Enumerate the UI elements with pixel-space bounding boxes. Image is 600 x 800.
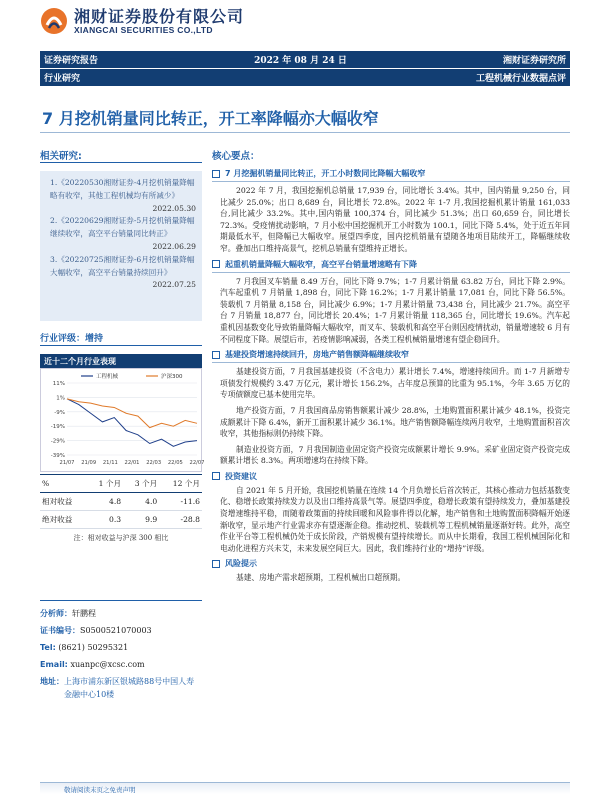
section-paragraph: 2022 年 7 月，我国挖掘机总销量 17,939 台，同比增长 3.4%。其中，国内销量 9,250 台，同比减少 25.0%；出口 8,689 台，同比增长 72.8%。2022 年 1-7 月,我国挖掘机累计销量 161,033 台,同比减少 33.2%。其中,国内销量 100,374 台，同比减少 51.3%；出口 60,659 台，同比增长 72.3%。受疫情扰动影响，7 月小松中国挖掘机开工小时数为 100.1，同比下降 5.4%，处于近五年同期最低水平，但降幅已大幅收窄。展望四季度，国内挖机销量有望随各地项目陆续开工，降幅继续收窄。叠加出口维持高景气，挖机总销量有望维持正增长。: [220, 186, 570, 253]
section-heading-text: 7 月挖掘机销量同比转正，开工小时数同比降幅大幅收窄: [225, 169, 426, 178]
performance-note: 注：相对收益与沪深 300 相比: [73, 534, 169, 542]
row-label: 绝对收益: [40, 511, 87, 529]
key-points-label: 核心要点：: [212, 151, 260, 162]
email-label: Email:: [40, 660, 68, 669]
section-paragraph: 基建、房地产需求超预期，工程机械出口超预期。: [236, 573, 406, 583]
table-cell: 4.8: [87, 493, 123, 511]
chart-x-tick-label: 21/09: [81, 460, 97, 466]
table-row: [40, 511, 202, 529]
company-logo: [40, 6, 260, 36]
checkbox-icon: [212, 472, 220, 480]
table-header-cell: %: [40, 475, 87, 493]
table-cell: -28.8: [159, 511, 202, 529]
chart-x-tick-label: 22/07: [189, 460, 205, 466]
email-link[interactable]: xuanpc@xcsc.com: [70, 660, 145, 669]
table-cell: -11.6: [159, 493, 202, 511]
related-research-label: 相关研究:: [40, 148, 202, 163]
performance-table: [40, 474, 202, 543]
performance-chart-svg: [41, 369, 205, 471]
chart-y-tick-label: -9%: [54, 409, 65, 416]
related-research-list: [40, 171, 202, 321]
institute: 湘财证券研究所: [502, 56, 566, 66]
section-paragraph: 基建投资方面，7 月我国基建投资（不含电力）累计增长 7.4%，增速持续回升。而 1-7 月新增专项债发行规模约 3.47 万亿元，累计增长 156.2%，占年度总预算的比重为 95.1%，今年 3.65 万亿的专项债额度已基本使用完毕。: [220, 367, 570, 400]
section-heading-text: 风险提示: [225, 559, 257, 569]
sidebar: [40, 148, 205, 543]
section-heading: [212, 168, 570, 182]
chart-y-tick-label: 11%: [52, 381, 65, 387]
table-header-row: [40, 475, 202, 493]
section-paragraph: 制造业投资方面，7 月我国制造业固定资产投资完成额累计增长 9.9%。采矿业固定资产投资完成额累计增长 8.3%。两项增速均在持续下降。: [220, 444, 570, 466]
main-content: [212, 148, 570, 588]
chart-y-tick-label: -39%: [50, 453, 65, 459]
section-heading: [212, 259, 570, 273]
header-bar-top: [40, 51, 570, 68]
cert-number: S0500521070003: [80, 626, 152, 635]
chart-x-tick-label: 22/03: [146, 460, 162, 466]
report-type: 证券研究报告: [44, 56, 99, 66]
category: 行业研究: [44, 74, 81, 84]
table-row: [40, 493, 202, 511]
section-heading: [212, 349, 570, 363]
analyst-name: 轩鹏程: [72, 609, 96, 618]
tel-number: (8621) 50295321: [58, 643, 129, 652]
section-paragraph: 自 2021 年 5 月开始，我国挖机销量在连续 14 个月负增长后首次转正，其核心推动力包括基数变化、稳增长政策持续发力以及出口维持高景气等。展望四季度，稳增长政策有望持续发力，叠加基建投资增速维持平稳，而随着政策面的持续回暖和风险事件得以化解，地产销售和土地购置面积降幅开始逐渐收窄，显示地产行业需求亦有望逐渐企稳。推动挖机、装载机等工程机械销量逐渐好转。此外，高空作业平台等工程机械仍处于成长阶段，产销规模有望持续增长。而从中长期看，我国工程机械国际化和电动化进程方兴未艾，未来发展空间巨大。因此，我们维持行业的“增持”评级。: [220, 485, 570, 553]
subcategory: 工程机械行业数据点评: [475, 74, 566, 84]
table-header-cell: 1 个月: [87, 475, 123, 493]
research-item[interactable]: 2.《20220629湘财证券-5月挖机销量降幅继续收窄，高空平台销量同比转正》: [50, 216, 195, 239]
chart-x-tick-label: 21/11: [102, 460, 118, 466]
header-bar-bottom: [40, 69, 570, 86]
title-divider: [40, 132, 570, 133]
chart-y-tick-label: -19%: [50, 424, 65, 431]
section-heading: [212, 558, 570, 569]
section-heading-text: 投资建议: [225, 471, 257, 481]
row-label: 相对收益: [40, 493, 87, 511]
section-heading: [212, 471, 570, 482]
report-date: 2022 年 08 月 24 日: [254, 56, 347, 66]
table-header-cell: 3 个月: [123, 475, 159, 493]
section-paragraph: 地产投资方面，7 月我国商品房销售额累计减少 28.8%，土地购置面积累计减少 48.1%，投资完成额累计下降 6.4%，新开工面积累计减少 36.1%。地产销售额降幅连续两月收窄，土地购置面积首次收窄，其他指标则仍持续下降。: [220, 405, 570, 439]
checkbox-icon: [212, 560, 220, 568]
tel-label: Tel:: [40, 643, 56, 652]
chart-legend-label: 工程机械: [96, 374, 119, 380]
research-date: 2022.07.25: [152, 280, 196, 290]
chart-x-tick-label: 21/07: [59, 460, 75, 466]
cert-label: 证书编号：: [40, 626, 80, 635]
research-item[interactable]: 1.《20220530湘财证券-4月挖机销量降幅略有收窄，其他工程机械均有所减少》: [50, 178, 195, 200]
industry-rating: 行业评级：增持: [40, 331, 202, 346]
checkbox-icon: [212, 260, 220, 268]
footer-disclaimer: 敬请阅读末页之免责声明: [40, 782, 570, 794]
research-item[interactable]: 3.《20220725湘财证券-6月挖机销量降幅大幅收窄，高空平台销量持续回升》: [50, 254, 195, 277]
research-date: 2022.06.29: [152, 241, 196, 251]
analyst-info: [40, 600, 202, 701]
chart-y-tick-label: -29%: [50, 438, 65, 445]
section-heading-text: 基建投资增速持续回升，房地产销售额降幅继续收窄: [225, 350, 409, 360]
company-name-cn: 湘财证券股份有限公司: [74, 6, 245, 26]
checkbox-icon: [212, 170, 220, 178]
table-cell: 4.0: [123, 493, 159, 511]
company-name-en: XIANGCAI SECURITIES CO.,LTD: [74, 24, 213, 35]
chart-y-tick-label: 1%: [56, 395, 65, 402]
table-header-cell: 12 个月: [159, 475, 202, 493]
table-cell: 0.3: [87, 511, 123, 529]
chart-x-tick-label: 22/01: [124, 460, 140, 466]
chart-x-tick-label: 22/05: [167, 460, 183, 466]
address: 上海市浦东新区银城路88号中国人寿金融中心10楼: [64, 677, 195, 699]
analyst-name-label: 分析师：: [40, 609, 72, 618]
addr-label: 地址：: [40, 677, 64, 686]
xiangcai-logo-icon: [40, 7, 68, 35]
research-date: 2022.05.30: [152, 203, 196, 213]
chart-legend-label: 沪深300: [161, 374, 183, 380]
section-heading-text: 起重机销量降幅大幅收窄，高空平台销量增速略有下降: [225, 259, 417, 269]
checkbox-icon: [212, 351, 220, 359]
page-title: 7 月挖机销量同比转正，开工率降幅亦大幅收窄: [42, 109, 379, 128]
chart-series-line: [67, 399, 197, 447]
section-paragraph: 7 月我国叉车销量 8.49 万台，同比下降 9.7%；1-7 月累计销量 63.82 万台，同比下降 2.9%。汽车起重机 7 月销量 1,898 台，同比下降 16.2%；1-7 月累计销量 17,081 台，同比下降 56.5%。装载机 7 月销量 8,158 台，同比减少 6.9%；1-7 月累计销量 73,438 台，同比减少 21.7%。高空平台 7 月销量 18,877 台，同比增长 20.4%；1-7 月累计销量 118,365 台，同比增长 19.6%。汽车起重机因基数变化导致销量降幅大幅收窄，而叉车、装载机和高空平台则因疫情扰动，销量增速较 6 月有不同程度下降。展望后市，若疫情影响减弱，各类工程机械销量增速有望企稳回升。: [220, 276, 570, 344]
performance-chart: [40, 368, 205, 472]
chart-title: 近十二个月行业表现: [40, 354, 202, 368]
chart-series-line: [67, 399, 197, 428]
table-cell: 9.9: [123, 511, 159, 529]
